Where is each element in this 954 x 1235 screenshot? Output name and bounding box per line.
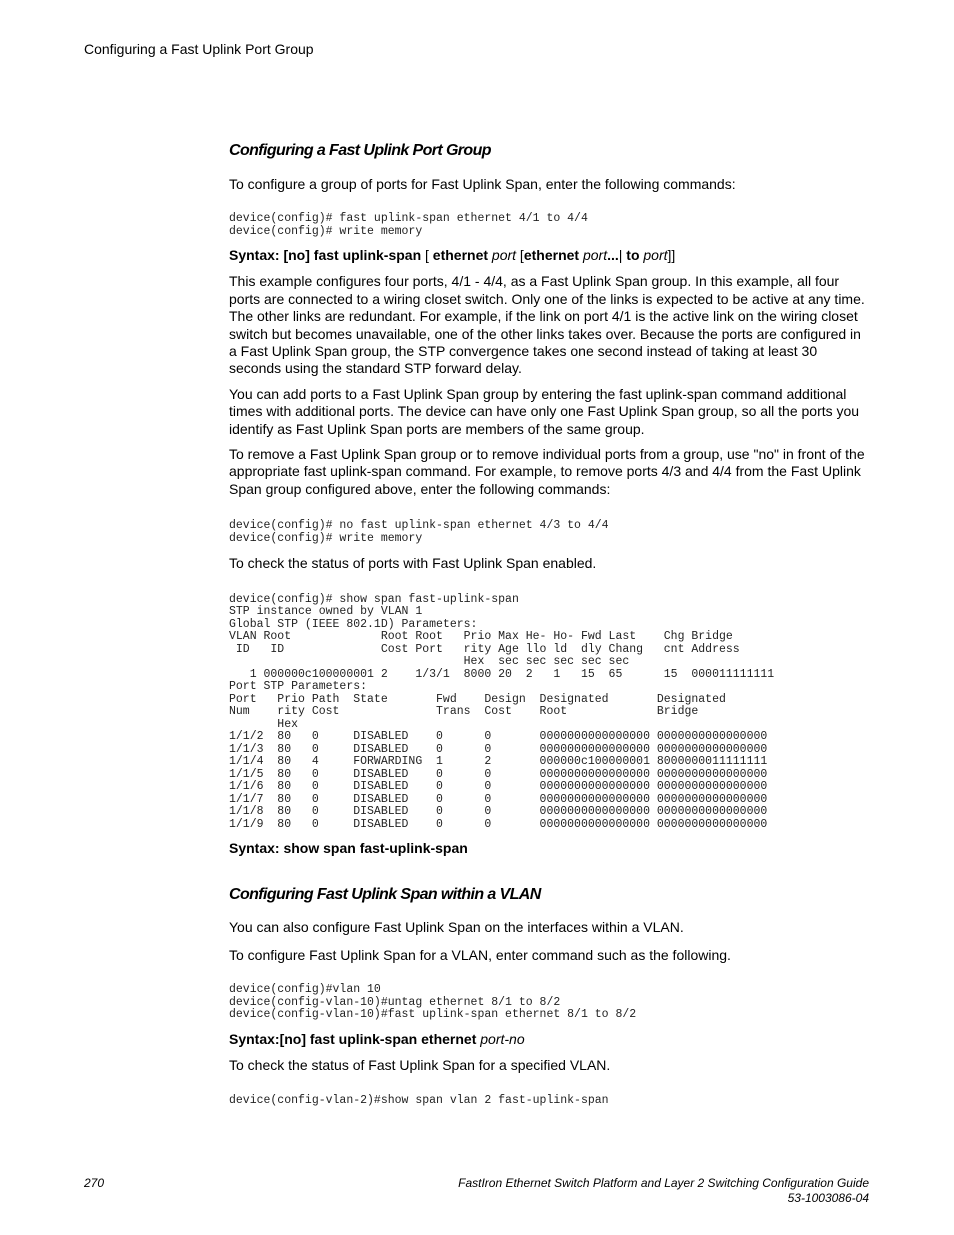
syntax-keyword: ... (607, 247, 619, 264)
page-number: 270 (84, 1176, 105, 1190)
section-title-fast-uplink-vlan: Configuring Fast Uplink Span within a VLAN (229, 886, 541, 904)
example-paragraph: This example configures four ports, 4/1 - 4/4, as a Fast Uplink Span group. In this example, all four ports are connected to a wiring closet switch. Only one of the links is expected to be active at any time. The other links are redundant. For example, if the link on port 4/1 is the active link on the wiring closet switch but becomes unavailable, one of the other links takes over. Because the ports are configured in a Fast Uplink Span group, the STP convergence takes one second instead of taking at least 30 seconds using the standard STP forward delay. (229, 273, 865, 377)
syntax-part: | (618, 247, 627, 264)
add-ports-paragraph: You can add ports to a Fast Uplink Span group by entering the fast uplink-span command additional times with additional ports. The device can have only one Fast Uplink Span group, so all the ports you identify as Fast Uplink Span ports are members of the same group. (229, 385, 860, 437)
code-block-show-vlan-span: device(config-vlan-2)#show span vlan 2 fast-uplink-span (229, 1093, 609, 1107)
syntax-param: port (582, 247, 608, 264)
vlan-check-status-paragraph: To check the status of Fast Uplink Span for a specified VLAN. (229, 1056, 611, 1073)
guide-title: FastIron Ethernet Switch Platform and Layer 2 Switching Configuration Guide (458, 1176, 869, 1190)
syntax-keyword: to (626, 247, 640, 264)
syntax-part: [ (516, 247, 524, 264)
code-block-show-span-output: device(config)# show span fast-uplink-span STP instance owned by VLAN 1 Global STP (IEEE 802.1D) Parameters: VLAN Root Root Root Prio Max He- Ho- Fwd Last Chg Bridge ID ID Cost Port rity Age llo ld dly Chang cnt Address Hex sec sec sec sec sec 1 000000c100000001 2 1/3/1 8000 20 2 1 15 65 15 000011111111 Port STP Parameters: Port Prio Path State Fwd Design Designated Designated Num rity Cost Trans Cost Root Bridge Hex 1/1/2 80 0 DISABLED 0 0 0000000000000000 0000000000000000 1/1/3 80 0 DISABLED 0 0 0000000000000000 0000000000000000 1/1/4 80 4 FORWARDING 1 2 000000c100000001 8000000011111111 1/1/5 80 0 DISABLED 0 0 0000000000000000 0000000000000000 1/1/6 80 0 DISABLED 0 0 0000000000000000 0000000000000000 1/1/7 80 0 DISABLED 0 0 0000000000000000 0000000000000000 1/1/8 80 0 DISABLED 0 0 0000000000000000 0000000000000000 1/1/9 80 0 DISABLED 0 0 0000000000000000 0000000000000000 (229, 592, 775, 831)
doc-number: 53-1003086-04 (787, 1191, 869, 1205)
code-block-configure-group: device(config)# fast uplink-span ethernet 4/1 to 4/4 device(config)# write memory (229, 212, 588, 238)
code-block-remove-ports: device(config)# no fast uplink-span ethernet 4/3 to 4/4 device(config)# write memory (229, 519, 609, 545)
intro-paragraph: To configure a group of ports for Fast Uplink Span, enter the following commands: (229, 176, 736, 192)
main-content (229, 141, 865, 1107)
syntax-label: Syntax: [no] fast uplink-span (229, 247, 422, 264)
syntax-keyword: ethernet (523, 247, 580, 264)
syntax-label: Syntax:[no] fast uplink-span ethernet (229, 1030, 477, 1047)
syntax-part: ]] (667, 247, 676, 264)
syntax-vlan-fast-uplink (229, 1031, 865, 1048)
check-status-paragraph: To check the status of ports with Fast Uplink Span enabled. (229, 555, 597, 572)
remove-ports-paragraph: To remove a Fast Uplink Span group or to remove individual ports from a group, use "no" in front of the appropriate fast uplink-span command. For example, to remove ports 4/3 and 4/4 from the Fast Uplink Span group configured above, enter the following commands: (229, 446, 865, 497)
syntax-param: port-no (480, 1030, 525, 1047)
vlan-intro-paragraph: You can also configure Fast Uplink Span on the interfaces within a VLAN. (229, 919, 684, 936)
syntax-param: port (643, 247, 668, 264)
vlan-configure-paragraph: To configure Fast Uplink Span for a VLAN, enter command such as the following. (229, 946, 731, 963)
footer-guide-info (458, 1176, 869, 1206)
syntax-param: port (491, 247, 517, 264)
syntax-fast-uplink-span (229, 247, 865, 264)
syntax-show-span: Syntax: show span fast-uplink-span (229, 840, 468, 857)
section-title-fast-uplink-port-group: Configuring a Fast Uplink Port Group (229, 142, 491, 159)
code-block-vlan-config: device(config)#vlan 10 device(config-vlan-10)#untag ethernet 8/1 to 8/2 device(config-vlan-10)#fast uplink-span ethernet 8/1 to 8/2 (229, 983, 637, 1021)
syntax-keyword: ethernet (432, 247, 489, 264)
syntax-part: [ (421, 247, 433, 264)
running-header: Configuring a Fast Uplink Port Group (84, 41, 314, 57)
